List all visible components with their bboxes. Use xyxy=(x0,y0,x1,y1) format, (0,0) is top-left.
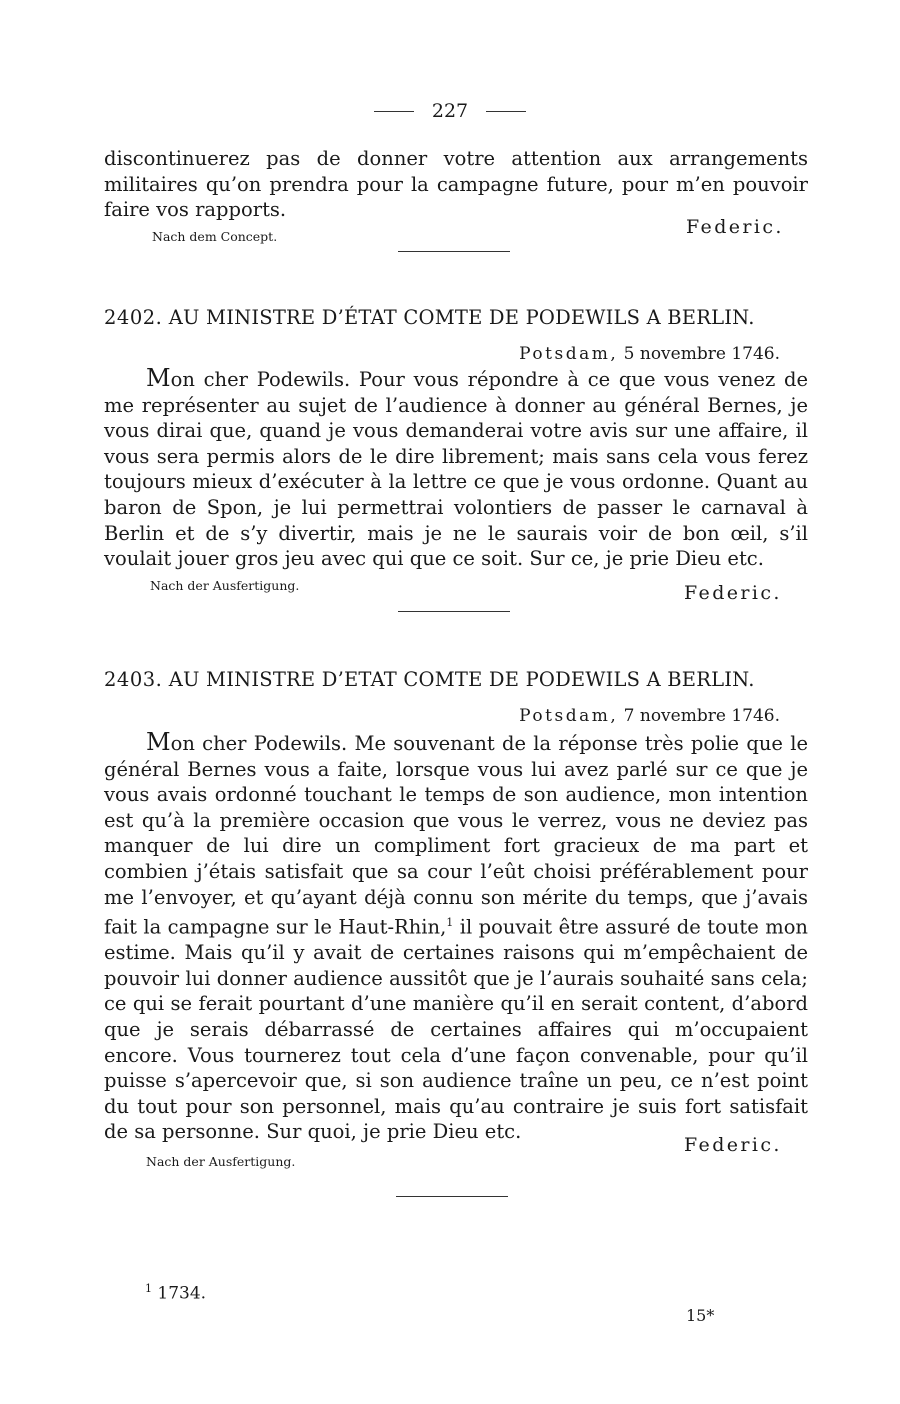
header-rule-right xyxy=(486,111,526,112)
page-number: 227 xyxy=(431,100,469,122)
letter-heading xyxy=(104,668,808,691)
continuation-source: Nach dem Concept. xyxy=(152,229,278,244)
header-rule-left xyxy=(374,111,414,112)
letter-body-text: on cher Podewils. Pour vous répondre à ce que vous venez de me représenter au sujet de l’audience à donner au général Bernes, je vous dirai que, quand je vous demanderai votre avis sur une affaire, il vous sera permis alors de le dire librement; mais sans cela vous ferez toujours mieux d’exécuter à la lettre ce que je vous ordonne. Quant au baron de Spon, je lui permettrai volontiers de passer le carnaval à Berlin et de s’y divertir, mais je ne le saurais voir de bon œil, s’il voulait jouer gros jeu avec qui que ce soit. Sur ce, je prie Dieu etc. xyxy=(104,368,808,571)
letter-date: 5 novembre 1746. xyxy=(623,344,780,364)
letter-source: Nach der Ausfertigung. xyxy=(150,578,300,593)
letter-dateline xyxy=(519,706,780,726)
letter-body-block xyxy=(104,730,808,1145)
letter-date: 7 novembre 1746. xyxy=(623,706,780,726)
continuation-block xyxy=(104,146,808,223)
separator-rule xyxy=(396,1196,508,1197)
letter-heading xyxy=(104,306,808,329)
letter-signature: Federic. xyxy=(684,1134,782,1156)
letter-body-text: il pouvait être assuré de toute mon estime. Mais qu’il y avait de certaines raisons qui m’empêchaient de pouvoir lui donner audience aussitôt que je l’aurais souhaité sans cela; ce qui se ferait pourtant d’une manière qu’il en serait content, d’abord que je serais débarrassé de certaines affaires qui m’occupaient encore. Vous tournerez tout cela d’une façon convenable, pour qu’il puisse s’apercevoir que, si son audience traîne un peu, ce n’est point du tout pour son personnel, mais qu’au contraire je suis fort satisfait de sa personne. Sur quoi, je prie Dieu etc. xyxy=(104,915,808,1144)
footnote xyxy=(145,1282,206,1304)
letter-title: AU MINISTRE D’ETAT COMTE DE PODEWILS A BERLIN. xyxy=(168,668,755,691)
letter-body-text: on cher Podewils. Me souvenant de la réponse très polie que le général Bernes vous a faite, lorsque vous lui avez parlé sur ce que je vous avais ordonné touchant le temps de son audience, mon intention est qu’à la première occasion que vous le verrez, vous ne deviez pas manquer de lui dire un compliment fort gracieux de ma part et combien j’étais satisfait que sa cour l’eût choisi préférablement pour me l’envoyer, et qu’ayant déjà connu son mérite du temps, que j’avais fait la campagne sur le Haut-Rhin, xyxy=(104,732,808,939)
letter-title: AU MINISTRE D’ÉTAT COMTE DE PODEWILS A BERLIN. xyxy=(168,306,755,329)
letter-initial: M xyxy=(146,728,171,756)
footnote-marker: 1 xyxy=(145,1282,152,1295)
letter-place: Potsdam, xyxy=(519,344,619,364)
letter-body xyxy=(104,730,808,1145)
letter-signature: Federic. xyxy=(684,582,782,604)
footnote-text: 1734. xyxy=(157,1283,207,1304)
page-header xyxy=(0,100,900,122)
continuation-signature: Federic. xyxy=(686,216,784,238)
separator-rule xyxy=(398,251,510,252)
letter-dateline xyxy=(519,344,780,364)
printer-signature-mark: 15* xyxy=(686,1306,715,1325)
footnote-reference: 1 xyxy=(446,916,454,930)
letter-body-block xyxy=(104,366,808,572)
letter-source: Nach der Ausfertigung. xyxy=(146,1154,296,1169)
letter-number: 2403. xyxy=(104,668,163,691)
letter-body xyxy=(104,366,808,572)
letter-initial: M xyxy=(146,364,171,392)
continuation-text: discontinuerez pas de donner votre attention aux arrangements militaires qu’on prendra pour la campagne future, pour m’en pouvoir faire vos rapports. xyxy=(104,147,808,222)
letter-place: Potsdam, xyxy=(519,706,619,726)
separator-rule xyxy=(398,611,510,612)
letter-number: 2402. xyxy=(104,306,163,329)
